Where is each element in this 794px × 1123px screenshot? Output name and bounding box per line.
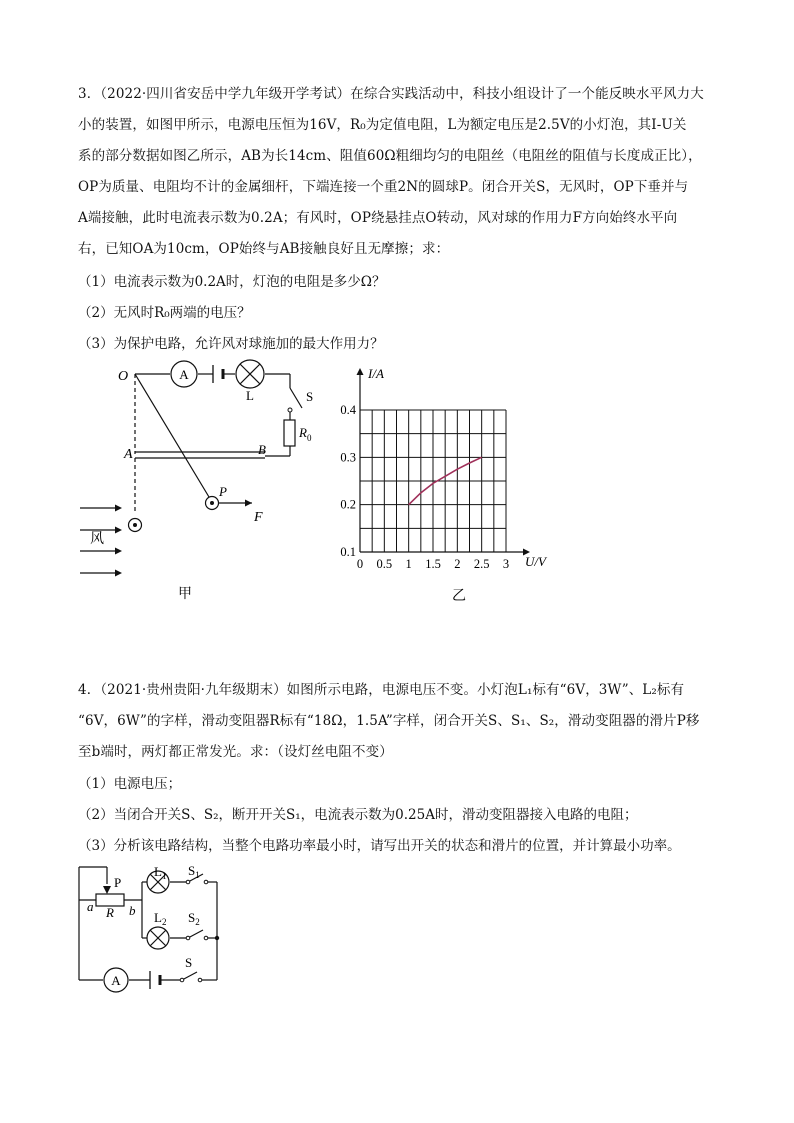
label-a: A — [124, 447, 133, 462]
label-l2: $L_2$ — [154, 910, 167, 927]
q3-sub-question-3: （3）为保护电路，允许风对球施加的最大作用力？ — [78, 336, 384, 352]
label-o: O — [118, 369, 129, 384]
switch-s-contact — [180, 978, 184, 982]
q3-figure-jia — [70, 358, 314, 608]
switch-s-contact-2 — [198, 978, 202, 982]
q3-line-2: 小的装置，如图甲所示，电源电压恒为16V，R₀为定值电阻，L为额定电压是2.5V的小灯泡，其I-U关 — [78, 117, 687, 133]
chart-y-tick-label: 0.1 — [340, 545, 356, 559]
label-s2: $S_2$ — [188, 910, 200, 927]
q3-line-3: 系的部分数据如图乙所示，AB为长14cm、阻值60Ω粗细均匀的电阻丝（电阻丝的阻值与长度成正比）， — [78, 148, 702, 164]
caption-yi: 乙 — [452, 589, 466, 604]
label-s: S — [185, 955, 193, 970]
chart-x-tick-label: 0.5 — [376, 557, 393, 571]
chart-x-tick-label: 3 — [502, 557, 510, 571]
switch-s1-contact — [186, 880, 190, 884]
q3-line-5: A端接触，此时电流表示数为0.2A；有风时，OP绕悬挂点O转动，风对球的作用力F方向始终水平向 — [78, 210, 678, 226]
chart-y-axis-arrow — [357, 368, 364, 375]
q3-sub-question-2: （2）无风时R₀两端的电压？ — [78, 305, 251, 321]
chart-y-tick-label: 0.3 — [340, 450, 356, 465]
chart-x-tick-label: 2 — [454, 557, 461, 571]
label-wind: 风 — [90, 532, 104, 547]
svg-text:A: A — [111, 973, 121, 988]
lamp-l2-icon — [147, 927, 169, 949]
q4-circuit-figure — [72, 860, 232, 990]
label-r0: $R_0$ — [299, 425, 312, 443]
chart-x-axis-label: U/V — [525, 554, 546, 569]
label-b: B — [258, 442, 266, 457]
label-b: b — [129, 903, 136, 918]
switch-contact — [288, 408, 292, 412]
chart-y-axis-label: I/A — [368, 366, 384, 381]
q3-line-4: OP为质量、电阻均不计的金属细杆，下端连接一个重2N的圆球P。闭合开关S，无风时，OP下垂并与 — [78, 179, 689, 195]
label-p: P — [219, 484, 227, 499]
q4-ammeter-icon — [104, 968, 128, 992]
switch-s2-contact — [186, 936, 190, 940]
ammeter-icon — [171, 361, 197, 387]
label-r: R — [106, 905, 114, 920]
switch-s2-contact-2 — [204, 936, 208, 940]
q4-sub-question-3: （3）分析该电路结构，当整个电路功率最小时，请写出开关的状态和滑片的位置，并计算最小功率。 — [78, 838, 681, 854]
svg-text:A: A — [179, 367, 189, 382]
chart-x-tick-label: 1 — [405, 557, 412, 571]
q4-sub-question-1: （1）电源电压； — [78, 776, 182, 792]
q3-line-6: 右，已知OA为10cm，OP始终与AB接触良好且无摩擦；求： — [78, 241, 450, 257]
lamp-icon — [236, 360, 264, 388]
junction-dot — [215, 936, 219, 940]
chart-y-tick-label: 0.2 — [340, 497, 356, 512]
q4-line-2: “6V，6W”的字样，滑动变阻器R标有“18Ω，1.5A”字样，闭合开关S、S₁、S₂，滑动变阻器的滑片P移 — [78, 713, 700, 729]
chart-x-tick-label: 1.5 — [425, 557, 441, 571]
chart-x-tick-label: 0 — [356, 557, 364, 571]
label-f: F — [254, 510, 263, 525]
q3-sub-question-1: （1）电流表示数为0.2A时，灯泡的电阻是多少Ω？ — [78, 274, 386, 290]
chart-x-tick-label: 2.5 — [473, 557, 490, 571]
chart-y-tick-label: 0.4 — [340, 403, 356, 417]
q3-figure-yi-chart — [338, 362, 558, 608]
hanging-ball-icon — [129, 519, 142, 532]
label-s: S — [306, 389, 314, 404]
label-a: a — [87, 899, 94, 914]
label-l: L — [246, 388, 254, 403]
label-p: P — [114, 875, 122, 890]
q3-line-1: 3．（2022·四川省安岳中学九年级开学考试）在综合实践活动中，科技小组设计了一个能反映水平风力大 — [78, 86, 704, 102]
label-l1: $L_1$ — [154, 864, 167, 881]
q4-line-3: 至b端时，两灯都正常发光。求：（设灯丝电阻不变） — [78, 744, 393, 760]
slider-arrow — [103, 886, 111, 894]
q4-sub-question-2: （2）当闭合开关S、S₂，断开开关S₁，电流表示数为0.25A时，滑动变阻器接入电路的电阻； — [78, 807, 638, 823]
ball-p-icon — [206, 497, 219, 510]
switch-s1-contact-2 — [204, 880, 208, 884]
caption-jia: 甲 — [178, 587, 192, 602]
label-s1: $S_1$ — [188, 863, 200, 880]
q4-line-1: 4．（2021·贵州贵阳·九年级期末）如图所示电路，电源电压不变。小灯泡L₁标有“6V，3W”、L₂标有 — [78, 682, 685, 698]
